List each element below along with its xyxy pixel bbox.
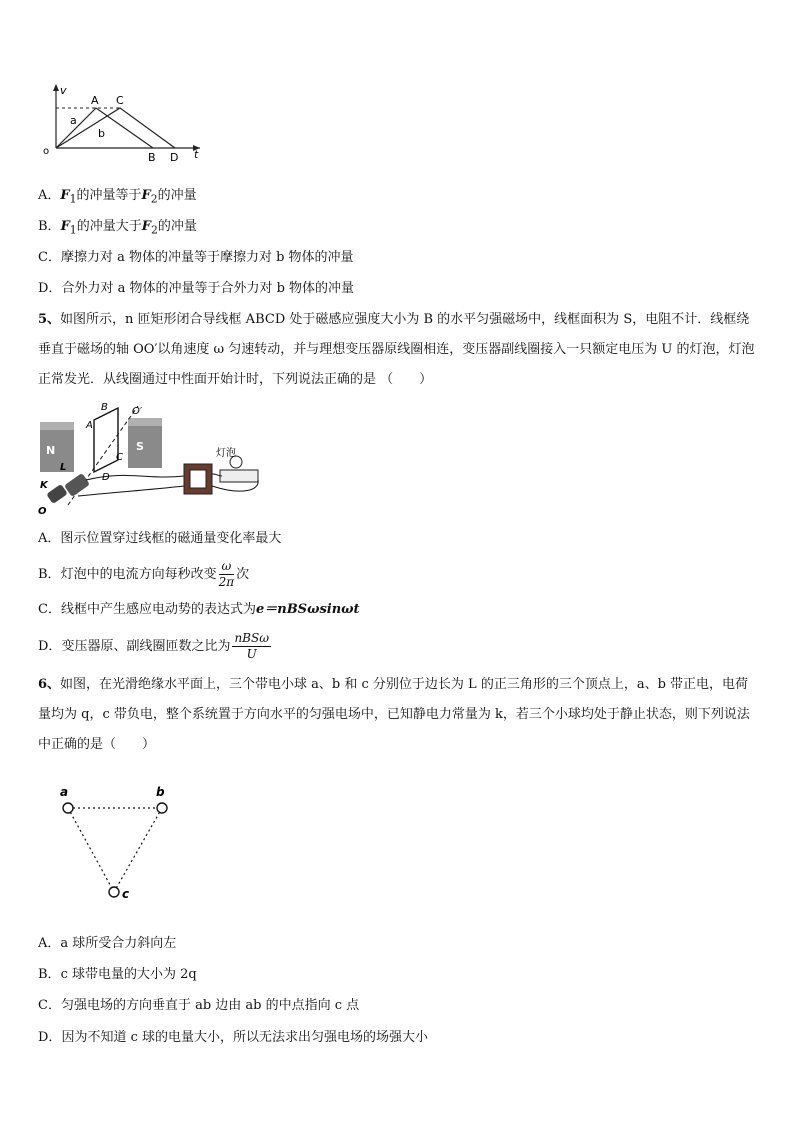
label-ball-a: a <box>60 785 69 799</box>
q4-option-d: D．合外力对 a 物体的冲量等于合外力对 b 物体的冲量 <box>38 281 355 296</box>
v-axis-arrow-icon <box>53 84 59 91</box>
point-c-label: C <box>116 94 124 107</box>
point-a-label: A <box>91 94 99 107</box>
q5-option-d: D．变压器原、副线圈匝数之比为 $\frac{\text{nBSω}}{U}$ <box>38 631 270 661</box>
label-a: A <box>86 420 93 431</box>
edge-ac <box>68 808 114 892</box>
q5-option-a: A．图示位置穿过线框的磁通量变化率最大 <box>38 531 282 546</box>
q6-option-a: A．a 球所受合力斜向左 <box>38 936 177 951</box>
vt-graph <box>40 82 210 164</box>
label-ball-c: c <box>122 887 130 901</box>
label-l: L <box>60 462 67 473</box>
edge-bc <box>114 808 162 892</box>
label-lamp: 灯泡 <box>216 448 236 459</box>
ball-b <box>157 803 167 813</box>
origin-label: o <box>43 146 50 157</box>
q6-option-d: D．因为不知道 c 球的电量大小，所以无法求出匀强电场的场强大小 <box>38 1030 428 1045</box>
q4-option-a: A．$F_1$的冲量等于$F_2$的冲量 <box>38 188 197 206</box>
q6-option-c: C．匀强电场的方向垂直于 ab 边由 ab 的中点指向 c 点 <box>38 998 360 1013</box>
label-n: N <box>46 444 56 457</box>
label-c: C <box>116 452 123 463</box>
label-b: B <box>101 402 108 413</box>
q4-option-b: B．$F_1$的冲量大于$F_2$的冲量 <box>38 219 197 237</box>
q5-option-b: B．灯泡中的电流方向每秒改变 $\frac{\omega}{2\pi}$ 次 <box>38 559 250 589</box>
point-d-label: D <box>170 151 179 164</box>
q6-option-b: B．c 球带电量的大小为 2q <box>38 967 197 982</box>
q5-stem: 5、如图所示，n 匝矩形闭合导线框 ABCD 处于磁感应强度大小为 B 的水平匀强磁场中，线框面积为 S，电阻不计．线框绕垂直于磁场的轴 OO′以角速度 ω 匀速转动，并与理想变压器原线圈相连，变压器副线圈接入一只额定电压为 U 的灯泡，灯泡正常发光．从线圈通过中性面开始计时，下列说法正确的是 （ ） <box>38 312 755 387</box>
line-b-label: b <box>98 127 105 140</box>
point-b-label: B <box>148 151 156 164</box>
slip-rings <box>64 473 90 497</box>
label-o: O <box>38 506 47 517</box>
wire-2 <box>78 486 184 496</box>
generator-figure <box>38 400 268 518</box>
label-s: S <box>136 440 144 453</box>
v-axis-label: v <box>60 84 67 97</box>
brushes <box>46 484 68 504</box>
t-axis-label: t <box>194 148 199 161</box>
ball-a <box>63 803 73 813</box>
label-k: K <box>40 480 48 491</box>
label-ball-b: b <box>156 785 165 799</box>
q4-option-c: C．摩擦力对 a 物体的冲量等于摩擦力对 b 物体的冲量 <box>38 250 354 265</box>
label-o-prime: O′ <box>132 406 143 417</box>
lamp-base <box>220 470 258 482</box>
ball-c <box>109 887 119 897</box>
q6-stem: 6、如图，在光滑绝缘水平面上，三个带电小球 a、b 和 c 分别位于边长为 L 的正三角形的三个顶点上，a、b 带正电，电荷量均为 q，c 带负电，整个系统置于方向水平的匀强电场中，已知静电力常量为 k，若三个小球均处于静止状态，则下列说法中正确的是（ ） <box>38 677 750 752</box>
q5-option-c: C．线框中产生感应电动势的表达式为e＝nBSωsinωt <box>38 602 360 617</box>
fraction-omega-2pi: $\frac{\omega}{2\pi}$ <box>218 559 235 589</box>
label-d: D <box>102 472 110 483</box>
triangle-figure <box>52 782 182 904</box>
wire-1 <box>86 475 184 480</box>
fraction-nbsw-u: $\frac{\text{nBSω}}{U}$ <box>234 631 270 661</box>
line-a-label: a <box>70 114 77 127</box>
